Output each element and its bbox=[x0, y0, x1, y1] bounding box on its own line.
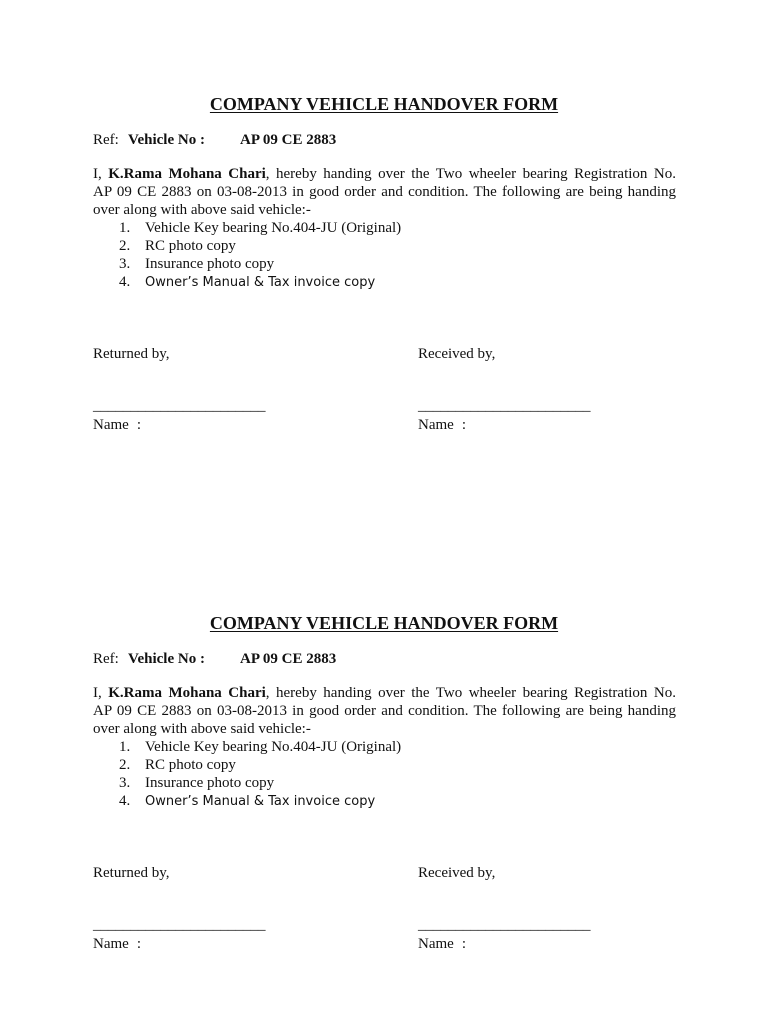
item-number: 4. bbox=[119, 793, 131, 809]
handover-statement bbox=[93, 684, 676, 738]
vehicle-no-value: AP 09 CE 2883 bbox=[240, 651, 337, 667]
item-number: 2. bbox=[119, 238, 131, 254]
statement-line-1-rest: , hereby handing over the Two wheeler bearing Registration No. bbox=[265, 166, 676, 182]
name-colon: : bbox=[461, 936, 466, 952]
name-colon: : bbox=[136, 936, 141, 952]
list-item bbox=[119, 255, 401, 273]
item-text: Insurance photo copy bbox=[145, 256, 275, 272]
form-title: COMPANY VEHICLE HANDOVER FORM bbox=[209, 613, 559, 633]
list-item bbox=[119, 792, 401, 810]
statement-line-3: over along with above said vehicle:- bbox=[93, 202, 311, 218]
item-number: 2. bbox=[119, 757, 131, 773]
list-item bbox=[119, 273, 401, 291]
handover-items-list bbox=[119, 738, 401, 810]
returned-by-signature-line: _______________________ bbox=[93, 917, 266, 933]
item-text: Insurance photo copy bbox=[145, 775, 275, 791]
ref-label: Ref: bbox=[93, 132, 119, 148]
returned-by-name bbox=[93, 935, 141, 953]
returned-by-signature-line: _______________________ bbox=[93, 398, 266, 414]
statement-line-1-rest: , hereby handing over the Two wheeler bearing Registration No. bbox=[265, 685, 676, 701]
statement-line-2: AP 09 CE 2883 on 03-08-2013 in good order and condition. The following are being handing bbox=[93, 184, 676, 200]
handover-statement bbox=[93, 165, 676, 219]
list-item bbox=[119, 756, 401, 774]
name-label: Name bbox=[93, 936, 129, 952]
returned-by-name bbox=[93, 416, 141, 434]
list-item bbox=[119, 219, 401, 237]
name-label: Name bbox=[418, 417, 454, 433]
received-by-label: Received by, bbox=[418, 346, 496, 362]
item-text: Owner’s Manual & Tax invoice copy bbox=[145, 275, 376, 290]
statement-line-1 bbox=[93, 684, 676, 702]
ref-label: Ref: bbox=[93, 651, 119, 667]
vehicle-no-label: Vehicle No : bbox=[128, 651, 205, 667]
item-number: 3. bbox=[119, 775, 131, 791]
reference-line bbox=[93, 131, 336, 149]
received-by-signature-line: _______________________ bbox=[418, 398, 591, 414]
form-title: COMPANY VEHICLE HANDOVER FORM bbox=[209, 94, 559, 114]
list-item bbox=[119, 774, 401, 792]
received-by-label: Received by, bbox=[418, 865, 496, 881]
list-item bbox=[119, 237, 401, 255]
vehicle-no-value: AP 09 CE 2883 bbox=[240, 132, 337, 148]
list-item bbox=[119, 738, 401, 756]
received-by-signature-line: _______________________ bbox=[418, 917, 591, 933]
reference-line bbox=[93, 650, 336, 668]
person-name: K.Rama Mohana Chari bbox=[108, 685, 266, 701]
statement-line-1 bbox=[93, 165, 676, 183]
name-colon: : bbox=[136, 417, 141, 433]
vehicle-no-label: Vehicle No : bbox=[128, 132, 205, 148]
handover-items-list bbox=[119, 219, 401, 291]
name-label: Name bbox=[418, 936, 454, 952]
handover-form-1 bbox=[0, 0, 768, 433]
statement-line-2: AP 09 CE 2883 on 03-08-2013 in good order and condition. The following are being handing bbox=[93, 703, 676, 719]
returned-by-label: Returned by, bbox=[93, 865, 170, 881]
name-label: Name bbox=[93, 417, 129, 433]
received-by-name bbox=[418, 416, 466, 434]
item-number: 1. bbox=[119, 739, 131, 755]
item-number: 3. bbox=[119, 256, 131, 272]
statement-prefix: I, bbox=[93, 166, 102, 182]
statement-line-3: over along with above said vehicle:- bbox=[93, 721, 311, 737]
item-text: RC photo copy bbox=[145, 757, 236, 773]
item-number: 1. bbox=[119, 220, 131, 236]
item-text: Vehicle Key bearing No.404-JU (Original) bbox=[145, 739, 402, 755]
statement-prefix: I, bbox=[93, 685, 102, 701]
item-text: Vehicle Key bearing No.404-JU (Original) bbox=[145, 220, 402, 236]
returned-by-label: Returned by, bbox=[93, 346, 170, 362]
received-by-name bbox=[418, 935, 466, 953]
name-colon: : bbox=[461, 417, 466, 433]
person-name: K.Rama Mohana Chari bbox=[108, 166, 266, 182]
item-text: Owner’s Manual & Tax invoice copy bbox=[145, 794, 376, 809]
handover-form-2 bbox=[0, 519, 768, 952]
item-number: 4. bbox=[119, 274, 131, 290]
item-text: RC photo copy bbox=[145, 238, 236, 254]
